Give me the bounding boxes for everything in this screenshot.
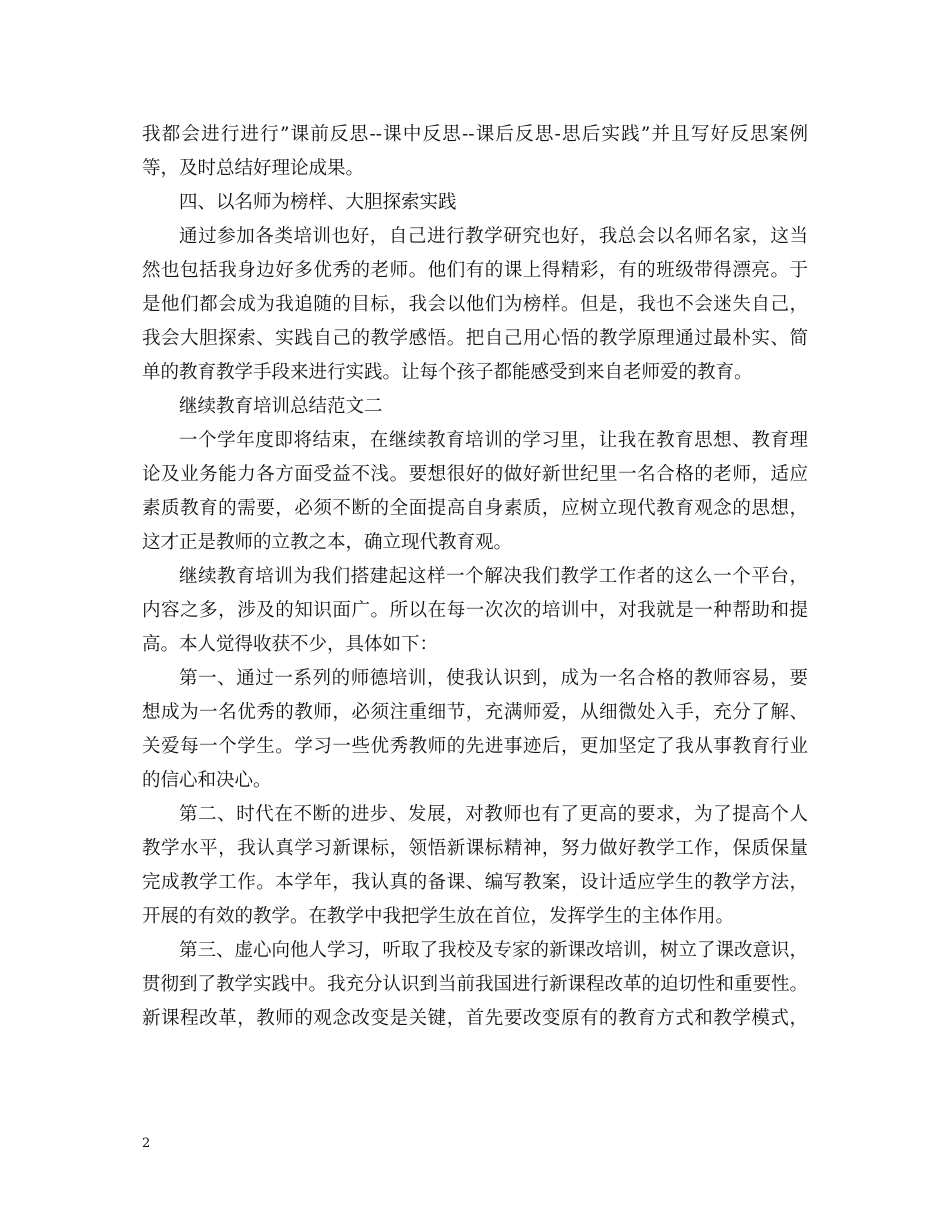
section-heading: 四、以名师为榜样、大胆探索实践 bbox=[179, 192, 457, 213]
text-line: 新课程改革，教师的观念改变是关键，首先要改变原有的教育方式和教学模式， bbox=[142, 1008, 808, 1029]
text-line: 第二、时代在不断的进步、发展，对教师也有了更高的要求，为了提高个人 bbox=[179, 804, 808, 825]
text-line: 然也包括我身边好多优秀的老师。他们有的课上得精彩，有的班级带得漂亮。于 bbox=[142, 260, 808, 281]
text-line: 继续教育培训为我们搭建起这样一个解决我们教学工作者的这么一个平台， bbox=[179, 566, 808, 587]
text-line: 单的教育教学手段来进行实践。让每个孩子都能感受到来自老师爱的教育。 bbox=[142, 362, 753, 383]
text-line: 开展的有效的教学。在教学中我把学生放在首位，发挥学生的主体作用。 bbox=[142, 906, 735, 927]
text-line: 我会大胆探索、实践自己的教学感悟。把自己用心悟的教学原理通过最朴实、简 bbox=[142, 328, 808, 349]
text-line: 素质教育的需要，必须不断的全面提高自身素质，应树立现代教育观念的思想， bbox=[142, 498, 808, 519]
text-line: 想成为一名优秀的教师，必须注重细节，充满师爱，从细微处入手，充分了解、 bbox=[142, 702, 808, 723]
text-line: 贯彻到了教学实践中。我充分认识到当前我国进行新课程改革的迫切性和重要性。 bbox=[142, 974, 808, 995]
text-line: 我都会进行进行”课前反思--课中反思--课后反思-思后实践”并且写好反思案例 bbox=[142, 124, 808, 145]
text-line: 内容之多，涉及的知识面广。所以在每一次次的培训中，对我就是一种帮助和提 bbox=[142, 600, 808, 621]
section-heading: 继续教育培训总结范文二 bbox=[179, 396, 383, 417]
text-line: 高。本人觉得收获不少，具体如下： bbox=[142, 634, 439, 655]
body-text bbox=[142, 118, 808, 1036]
text-line: 论及业务能力各方面受益不浅。要想很好的做好新世纪里一名合格的老师，适应 bbox=[142, 464, 808, 485]
text-line: 完成教学工作。本学年，我认真的备课、编写教案，设计适应学生的教学方法， bbox=[142, 872, 808, 893]
text-line: 通过参加各类培训也好，自己进行教学研究也好，我总会以名师名家，这当 bbox=[179, 226, 808, 247]
text-line: 第三、虚心向他人学习，听取了我校及专家的新课改培训，树立了课改意识， bbox=[179, 940, 808, 961]
text-line: 等，及时总结好理论成果。 bbox=[142, 158, 365, 179]
text-line: 教学水平，我认真学习新课标，领悟新课标精神，努力做好教学工作，保质保量 bbox=[142, 838, 808, 859]
text-line: 是他们都会成为我追随的目标，我会以他们为榜样。但是，我也不会迷失自己， bbox=[142, 294, 808, 315]
page-number: 2 bbox=[142, 1136, 151, 1151]
text-line: 这才正是教师的立教之本，确立现代教育观。 bbox=[142, 532, 513, 553]
text-line: 一个学年度即将结束，在继续教育培训的学习里，让我在教育思想、教育理 bbox=[179, 430, 808, 451]
text-line: 关爱每一个学生。学习一些优秀教师的先进事迹后，更加坚定了我从事教育行业 bbox=[142, 736, 808, 757]
text-line: 的信心和决心。 bbox=[142, 770, 272, 791]
text-line: 第一、通过一系列的师德培训，使我认识到，成为一名合格的教师容易，要 bbox=[179, 668, 808, 689]
